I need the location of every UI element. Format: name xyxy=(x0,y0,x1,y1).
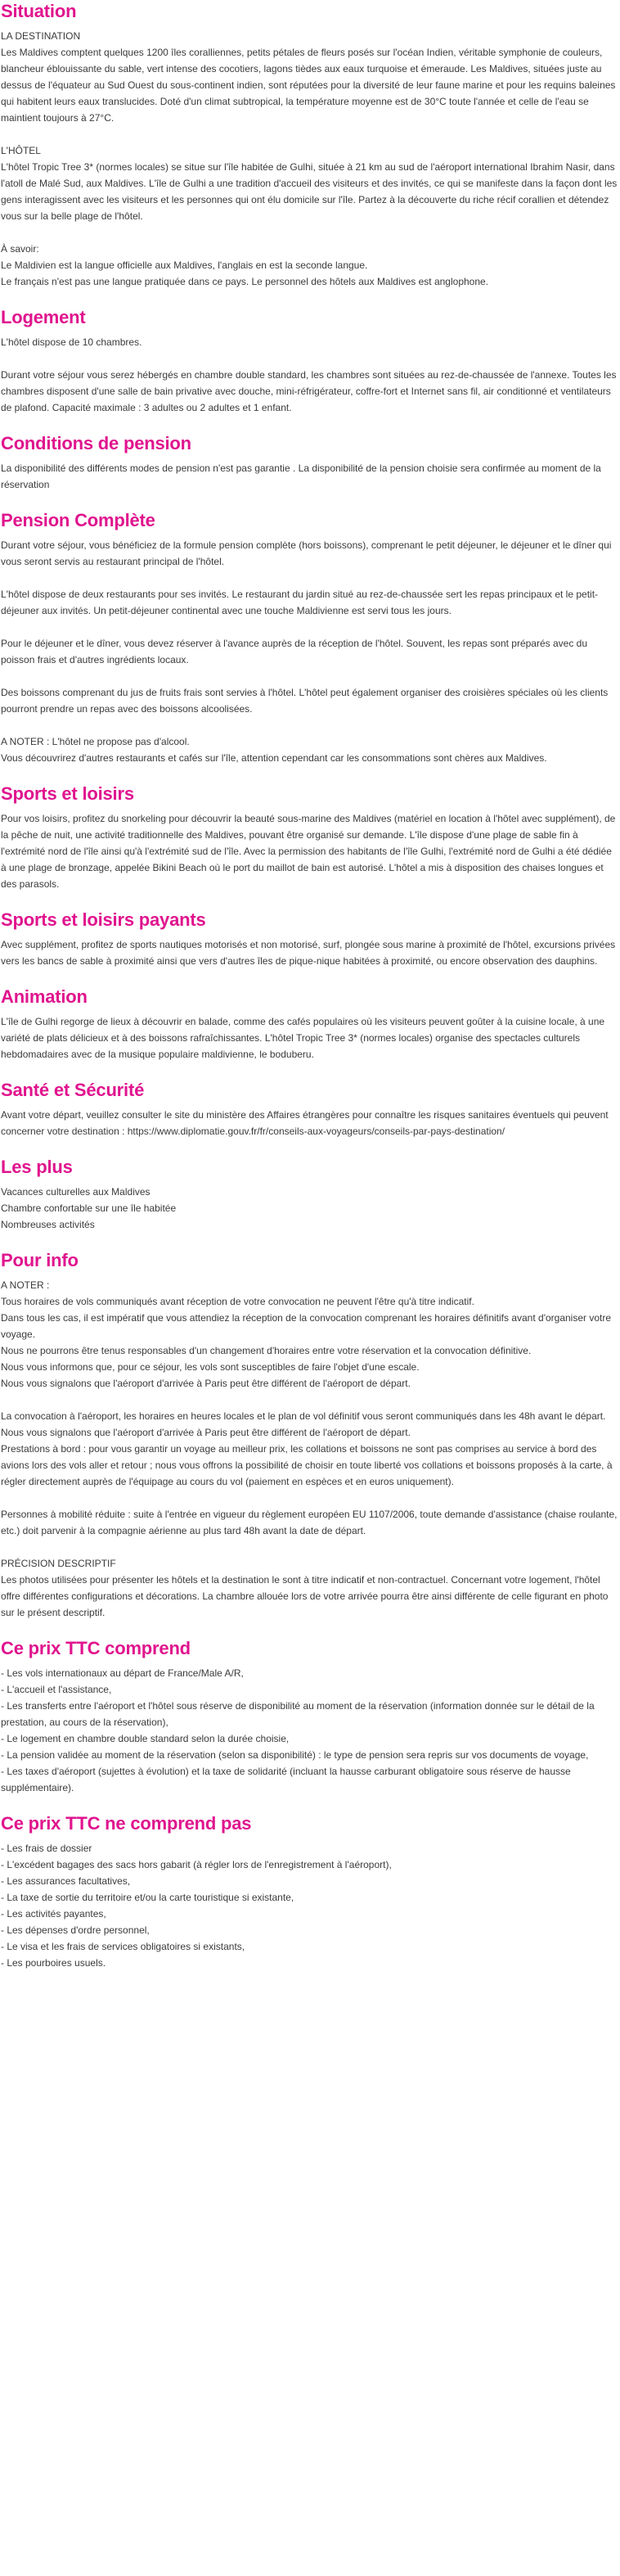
paragraph xyxy=(1,635,618,668)
section-body xyxy=(1,1013,618,1062)
text-line: - Le logement en chambre double standard selon la durée choisie, xyxy=(1,1733,290,1744)
paragraph xyxy=(1,1506,618,1539)
paragraph xyxy=(1,28,618,126)
text-line: Avant votre départ, veuillez consulter le site du ministère des Affaires étrangères pour connaître les risques sanitaires éventuels qui peuvent concerner votre destination : https://www.diplomatie.gouv.fr/fr/conseils-aux-voyageurs/conseils-par-pays-destination/ xyxy=(1,1109,609,1137)
text-line: Chambre confortable sur une île habitée xyxy=(1,1202,177,1214)
text-line: PRÉCISION DESCRIPTIF xyxy=(1,1558,116,1569)
section-title: Santé et Sécurité xyxy=(1,1080,145,1100)
section-title: Pour info xyxy=(1,1250,79,1270)
text-line: Vacances culturelles aux Maldives xyxy=(1,1186,151,1198)
text-line: - Les taxes d'aéroport (sujettes à évolution) et la taxe de solidarité (incluant la hausse carburant obligatoire sous réserve de hausse supplémentaire). xyxy=(1,1766,571,1793)
paragraph xyxy=(1,460,618,493)
text-line: - Les pourboires usuels. xyxy=(1,1957,106,1969)
text-line: - Les dépenses d'ordre personnel, xyxy=(1,1924,150,1936)
text-line: - L'accueil et l'assistance, xyxy=(1,1684,112,1695)
text-line: Avec supplément, profitez de sports nautiques motorisés et non motorisé, surf, plongée sous marine à proximité de l'hôtel, excursions privées vers les bancs de sable à proximité ainsi que vers d'autres îles de pique-nique habitées à proximité, ou encore observation des dauphins. xyxy=(1,939,616,967)
section-body xyxy=(1,537,618,766)
text-line: Les Maldives comptent quelques 1200 îles coralliennes, petits pétales de fleurs posés sur l'océan Indien, véritable symphonie de couleurs, blancheur éblouissante du sable, vert intense des cocotiers, lagons tièdes aux eaux turquoise et émeraude. Les Maldives, situées juste au dessus de l'équateur au Sud Ouest du sous-continent indien, sont réputées pour la diversité de leur faune marine et pour les requins baleines qui habitent leurs eaux translucides. Doté d'un climat subtropical, la température moyenne est de 30°C toute l'année et celle de l'eau se maintient toujours à 27°C. xyxy=(1,47,616,124)
text-line: Le français n'est pas une langue pratiquée dans ce pays. Le personnel des hôtels aux Maldives est anglophone. xyxy=(1,276,489,287)
text-line: Les photos utilisées pour présenter les hôtels et la destination le sont à titre indicatif et non-contractuel. Concernant votre logement, l'hôtel offre différentes configurations et décorations. La chambre allouée lors de votre arrivée pourra être ainsi différente de celle figurant en photo sur le présent descriptif. xyxy=(1,1574,609,1618)
text-line: - Le visa et les frais de services obligatoires si existants, xyxy=(1,1941,245,1952)
paragraph xyxy=(1,1013,618,1062)
text-line: Nombreuses activités xyxy=(1,1219,95,1230)
text-line: LA DESTINATION xyxy=(1,30,81,42)
section-title: Animation xyxy=(1,986,88,1007)
section-body xyxy=(1,1184,618,1233)
section-body xyxy=(1,334,618,416)
text-line: - Les frais de dossier xyxy=(1,1843,92,1854)
section-body xyxy=(1,460,618,493)
text-line: Prestations à bord : pour vous garantir un voyage au meilleur prix, les collations et boissons ne sont pas comprises au service à bord des avions lors des vols aller et retour ; nous vous offrons la possibilité de choisir en toute liberté vos collations et boissons proposés à la carte, à régler directement auprès de l'équipage au cours du vol (paiement en espèces et en euros uniquement). xyxy=(1,1443,613,1487)
paragraph xyxy=(1,1107,618,1139)
section-logement xyxy=(1,305,618,416)
section-ce-prix-ttc-ne-comprend-pas xyxy=(1,1811,618,1971)
section-les-plus xyxy=(1,1154,618,1233)
text-line: Dans tous les cas, il est impératif que vous attendiez la réception de la convocation comprenant les horaires définitifs avant d'organiser votre voyage. xyxy=(1,1312,612,1340)
text-line: La disponibilité des différents modes de pension n'est pas garantie . La disponibilité de la pension choisie sera confirmée au moment de la réservation xyxy=(1,462,601,490)
paragraph xyxy=(1,334,618,350)
section-title: Sports et loisirs payants xyxy=(1,909,206,930)
text-line: À savoir: xyxy=(1,243,39,255)
text-line: A NOTER : xyxy=(1,1279,50,1291)
paragraph xyxy=(1,367,618,416)
section-body xyxy=(1,810,618,892)
paragraph xyxy=(1,241,618,290)
section-body xyxy=(1,1277,618,1621)
section-body xyxy=(1,1840,618,1971)
section-title: Conditions de pension xyxy=(1,433,191,453)
text-line: Nous vous signalons que l'aéroport d'arrivée à Paris peut être différent de l'aéroport de départ. xyxy=(1,1378,411,1389)
text-line: Pour le déjeuner et le dîner, vous devez réserver à l'avance auprès de la réception de l'hôtel. Souvent, les repas sont préparés avec du poisson frais et d'autres ingrédients locaux. xyxy=(1,638,588,665)
section-pension-complete xyxy=(1,508,618,766)
paragraph xyxy=(1,1408,618,1490)
section-title: Pension Complète xyxy=(1,510,155,530)
section-title: Ce prix TTC ne comprend pas xyxy=(1,1813,252,1834)
section-situation xyxy=(1,0,618,290)
paragraph xyxy=(1,586,618,619)
text-line: Pour vos loisirs, profitez du snorkeling pour découvrir la beauté sous-marine des Maldives (matériel en location à l'hôtel avec supplément), de la pêche de nuit, une activité traditionnelle des Maldives, pouvant être organisé sur demande. L'île dispose d'une plage de sable fin à l'extrémité nord de l'île ainsi qu'à l'extrémité sud de l'île. Avec la permission des habitants de l'île Gulhi, l'extrémité nord de Gulhi a été dédiée à une plage de bronzage, appelée Bikini Beach où le port du maillot de bain est autorisé. L'hôtel a mis à disposition des chaises longues et des parasols. xyxy=(1,813,616,890)
section-body xyxy=(1,1665,618,1796)
text-line: Durant votre séjour vous serez hébergés en chambre double standard, les chambres sont situées au rez-de-chaussée de l'annexe. Toutes les chambres disposent d'une salle de bain privative avec douche, mini-réfrigérateur, coffre-fort et Internet sans fil, air conditionné et ventilateurs de plafond. Capacité maximale : 3 adultes ou 2 adultes et 1 enfant. xyxy=(1,369,617,413)
paragraph xyxy=(1,142,618,224)
paragraph xyxy=(1,733,618,766)
section-title: Situation xyxy=(1,1,77,21)
section-sante-et-securite xyxy=(1,1077,618,1139)
text-line: L'île de Gulhi regorge de lieux à découvrir en balade, comme des cafés populaires où les visiteurs peuvent goûter à la cuisine locale, à une variété de plats délicieux et à des boissons rafraîchissantes. L'hôtel Tropic Tree 3* (normes locales) organise des spectacles culturels hebdomadaires avec de la musique populaire maldivienne, le boduberu. xyxy=(1,1016,605,1060)
paragraph xyxy=(1,537,618,570)
text-line: L'hôtel dispose de deux restaurants pour ses invités. Le restaurant du jardin situé au rez-de-chaussée sert les repas principaux et le petit-déjeuner aux invités. Un petit-déjeuner continental avec une touche Maldivienne est servi tous les jours. xyxy=(1,589,599,616)
paragraph xyxy=(1,1840,618,1971)
section-sports-et-loisirs xyxy=(1,781,618,892)
paragraph xyxy=(1,684,618,717)
text-line: - Les vols internationaux au départ de France/Male A/R, xyxy=(1,1667,244,1679)
text-line: Nous vous signalons que l'aéroport d'arrivée à Paris peut être différent de l'aéroport de départ. xyxy=(1,1427,411,1438)
text-line: A NOTER : L'hôtel ne propose pas d'alcool. xyxy=(1,736,190,747)
text-line: Des boissons comprenant du jus de fruits frais sont servies à l'hôtel. L'hôtel peut également organiser des croisières spéciales où les clients pourront prendre un repas avec des boissons alcoolisées. xyxy=(1,687,609,715)
section-body xyxy=(1,1107,618,1139)
paragraph xyxy=(1,1555,618,1621)
text-line: Vous découvrirez d'autres restaurants et cafés sur l'île, attention cependant car les consommations sont chères aux Maldives. xyxy=(1,752,547,764)
section-ce-prix-ttc-comprend xyxy=(1,1635,618,1796)
text-line: Durant votre séjour, vous bénéficiez de la formule pension complète (hors boissons), comprenant le petit déjeuner, le déjeuner et le dîner qui vous seront servis au restaurant principal de l'hôtel. xyxy=(1,539,612,567)
text-line: La convocation à l'aéroport, les horaires en heures locales et le plan de vol définitif vous seront communiqués dans les 48h avant le départ. xyxy=(1,1410,606,1422)
text-line: - La taxe de sortie du territoire et/ou la carte touristique si existante, xyxy=(1,1892,294,1903)
text-line: L'hôtel Tropic Tree 3* (normes locales) se situe sur l'île habitée de Gulhi, située à 21 km au sud de l'aéroport international Ibrahim Nasir, dans l'atoll de Malé Sud, aux Maldives. L'île de Gulhi a une tradition d'accueil des visiteurs et des invités, ce qui se manifeste dans la façon dont les gens interagissent avec les visiteurs et les personnes qui ont élu domicile sur l'île. Partez à la découverte du riche récif corallien et détendez vous sur la belle plage de l'hôtel. xyxy=(1,161,618,222)
text-line: - La pension validée au moment de la réservation (selon sa disponibilité) : le type de pension sera repris sur vos documents de voyage, xyxy=(1,1749,589,1761)
text-line: L'hôtel dispose de 10 chambres. xyxy=(1,336,142,348)
text-line: Nous vous informons que, pour ce séjour, les vols sont susceptibles de faire l'objet d'une escale. xyxy=(1,1361,420,1373)
section-animation xyxy=(1,984,618,1062)
text-line: - Les activités payantes, xyxy=(1,1908,106,1920)
text-line: Nous ne pourrons être tenus responsables d'un changement d'horaires entre votre réservation et la convocation définitive. xyxy=(1,1345,532,1356)
text-line: L'HÔTEL xyxy=(1,145,41,156)
section-title: Ce prix TTC comprend xyxy=(1,1638,191,1658)
section-title: Logement xyxy=(1,307,86,327)
paragraph xyxy=(1,810,618,892)
text-line: - Les transferts entre l'aéroport et l'hôtel sous réserve de disponibilité au moment de la réservation (information donnée sur le détail de la prestation, au cours de la réservation), xyxy=(1,1700,595,1728)
paragraph xyxy=(1,1277,618,1392)
section-title: Sports et loisirs xyxy=(1,783,134,804)
text-line: Personnes à mobilité réduite : suite à l'entrée en vigueur du règlement européen EU 1107/2006, toute demande d'assistance (chaise roulante, etc.) doit parvenir à la compagnie aérienne au plus tard 48h avant la date de départ. xyxy=(1,1509,618,1536)
section-title: Les plus xyxy=(1,1157,73,1177)
section-body xyxy=(1,28,618,290)
text-line: Tous horaires de vols communiqués avant réception de votre convocation ne peuvent l'être qu'à titre indicatif. xyxy=(1,1296,474,1307)
section-body xyxy=(1,936,618,969)
section-sports-et-loisirs-payants xyxy=(1,907,618,969)
text-line: - Les assurances facultatives, xyxy=(1,1875,131,1887)
section-pour-info xyxy=(1,1247,618,1621)
text-line: - L'excédent bagages des sacs hors gabarit (à régler lors de l'enregistrement à l'aéroport), xyxy=(1,1859,392,1870)
section-conditions-de-pension xyxy=(1,431,618,493)
paragraph xyxy=(1,1184,618,1233)
paragraph xyxy=(1,1665,618,1796)
text-line: Le Maldivien est la langue officielle aux Maldives, l'anglais en est la seconde langue. xyxy=(1,259,368,271)
paragraph xyxy=(1,936,618,969)
